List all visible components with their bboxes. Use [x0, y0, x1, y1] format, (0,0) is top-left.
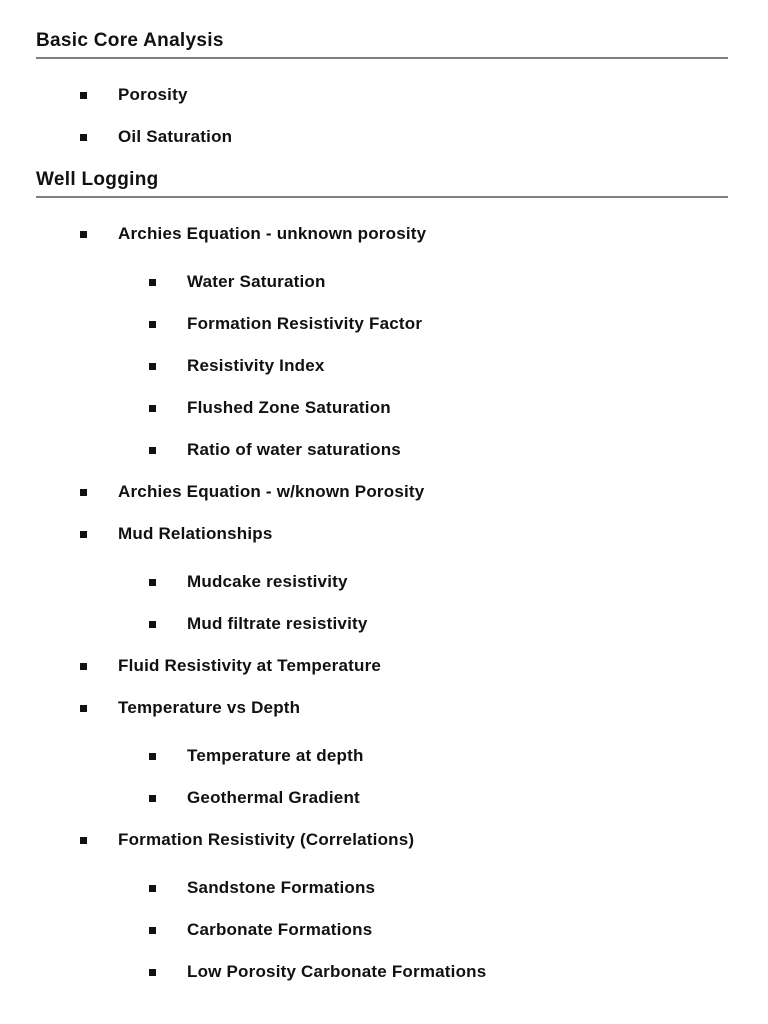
toc-item: [80, 830, 728, 982]
toc-subitem: [149, 572, 728, 592]
toc-subitem: [149, 878, 728, 898]
toc-item-label: Mud Relationships: [118, 524, 273, 543]
square-bullet-icon: [80, 134, 87, 141]
topic-list: [36, 85, 728, 147]
square-bullet-icon: [80, 837, 87, 844]
toc-item: [80, 698, 728, 808]
subtopic-list: [118, 746, 728, 808]
square-bullet-icon: [149, 927, 156, 934]
toc-item-label: Fluid Resistivity at Temperature: [118, 656, 382, 675]
toc-subitem: [149, 440, 728, 460]
square-bullet-icon: [149, 363, 156, 370]
square-bullet-icon: [149, 795, 156, 802]
toc-subitem-label: Mud filtrate resistivity: [187, 614, 368, 633]
toc-subitem-label: Mudcake resistivity: [187, 572, 348, 591]
toc-subitem: [149, 920, 728, 940]
toc-subitem-label: Flushed Zone Saturation: [187, 398, 391, 417]
section-heading: Basic Core Analysis: [36, 30, 728, 59]
toc-item-label: Oil Saturation: [118, 127, 233, 146]
toc-subitem-label: Resistivity Index: [187, 356, 325, 375]
square-bullet-icon: [149, 969, 156, 976]
square-bullet-icon: [80, 231, 87, 238]
toc-item: [80, 224, 728, 460]
square-bullet-icon: [149, 621, 156, 628]
subtopic-list: [118, 878, 728, 982]
square-bullet-icon: [149, 579, 156, 586]
toc-subitem: [149, 614, 728, 634]
square-bullet-icon: [149, 405, 156, 412]
square-bullet-icon: [149, 279, 156, 286]
square-bullet-icon: [80, 663, 87, 670]
toc-subitem: [149, 356, 728, 376]
toc-item-label: Archies Equation - w/known Porosity: [118, 482, 425, 501]
toc-subitem-label: Geothermal Gradient: [187, 788, 360, 807]
toc-item-label: Porosity: [118, 85, 188, 104]
square-bullet-icon: [80, 705, 87, 712]
toc-subitem: [149, 398, 728, 418]
toc-item: [80, 524, 728, 634]
subtopic-list: [118, 272, 728, 460]
square-bullet-icon: [149, 753, 156, 760]
toc-subitem-label: Water Saturation: [187, 272, 326, 291]
toc-item-label: Temperature vs Depth: [118, 698, 301, 717]
toc-item-label: Archies Equation - unknown porosity: [118, 224, 427, 243]
toc-item: [80, 85, 728, 105]
toc-subitem: [149, 962, 728, 982]
toc-subitem-label: Carbonate Formations: [187, 920, 373, 939]
square-bullet-icon: [149, 885, 156, 892]
section-heading: Well Logging: [36, 169, 728, 198]
toc-subitem-label: Temperature at depth: [187, 746, 364, 765]
subtopic-list: [118, 572, 728, 634]
toc-item: [80, 482, 728, 502]
square-bullet-icon: [80, 531, 87, 538]
section: [36, 30, 728, 147]
toc-subitem: [149, 788, 728, 808]
section: [36, 169, 728, 982]
square-bullet-icon: [149, 321, 156, 328]
toc-subitem-label: Formation Resistivity Factor: [187, 314, 423, 333]
toc-item: [80, 656, 728, 676]
square-bullet-icon: [80, 92, 87, 99]
toc-subitem: [149, 314, 728, 334]
toc-subitem: [149, 746, 728, 766]
square-bullet-icon: [80, 489, 87, 496]
square-bullet-icon: [149, 447, 156, 454]
topic-list: [36, 224, 728, 982]
toc-subitem: [149, 272, 728, 292]
toc-subitem-label: Low Porosity Carbonate Formations: [187, 962, 487, 981]
toc-subitem-label: Ratio of water saturations: [187, 440, 401, 459]
toc-item-label: Formation Resistivity (Correlations): [118, 830, 415, 849]
toc-item: [80, 127, 728, 147]
toc-subitem-label: Sandstone Formations: [187, 878, 376, 897]
